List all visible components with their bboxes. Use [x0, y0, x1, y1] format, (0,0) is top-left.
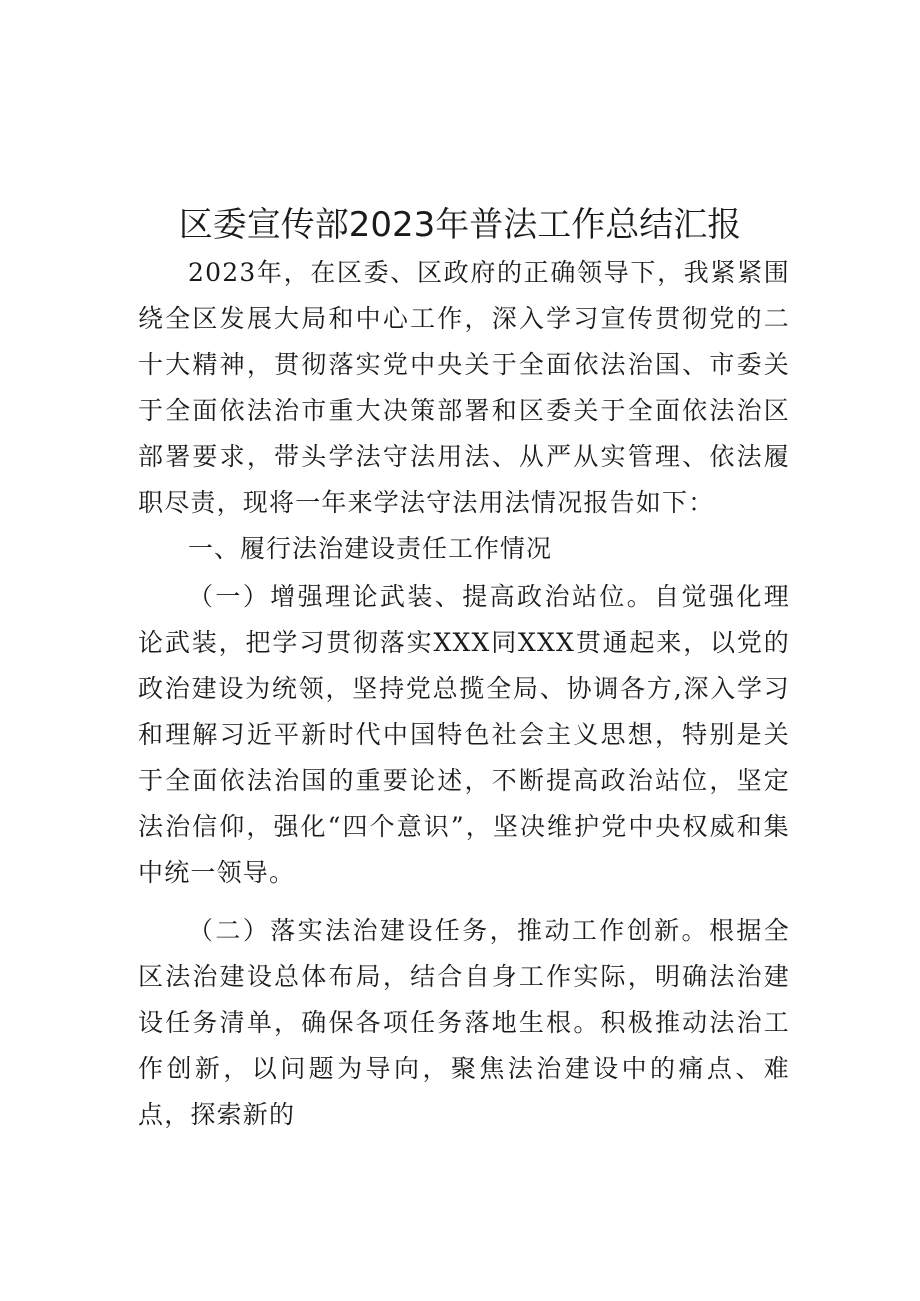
document-body	[138, 250, 790, 1138]
intro-paragraph: 2023年，在区委、区政府的正确领导下，我紧紧围绕全区发展大局和中心工作，深入学习宣传贯彻党的二十大精神，贯彻落实党中央关于全面依法治国、市委关于全面依法治市重大决策部署和区委关于全面依法治区部署要求，带头学法守法用法、从严从实管理、依法履职尽责，现将一年来学法守法用法情况报告如下：	[138, 258, 790, 517]
body-paragraph-2: （二）落实法治建设任务，推动工作创新。根据全区法治建设总体布局，结合自身工作实际，明确法治建设任务清单，确保各项任务落地生根。积极推动法治工作创新，以问题为导向，聚焦法治建设中的痛点、难点，探索新的	[138, 916, 790, 1129]
body-paragraph-1: （一）增强理论武装、提高政治站位。自觉强化理论武装，把学习贯彻落实XXX同XXX贯通起来，以党的政治建设为统领，坚持党总揽全局、协调各方,深入学习和理解习近平新时代中国特色社会主义思想，特别是关于全面依法治国的重要论述，不断提高政治站位，坚定法治信仰，强化“四个意识”，坚决维护党中央权威和集中统一领导。	[138, 582, 790, 887]
section-heading: 一、履行法治建设责任工作情况	[188, 534, 553, 563]
document-title: 区委宣传部2023年普法工作总结汇报	[178, 205, 742, 245]
